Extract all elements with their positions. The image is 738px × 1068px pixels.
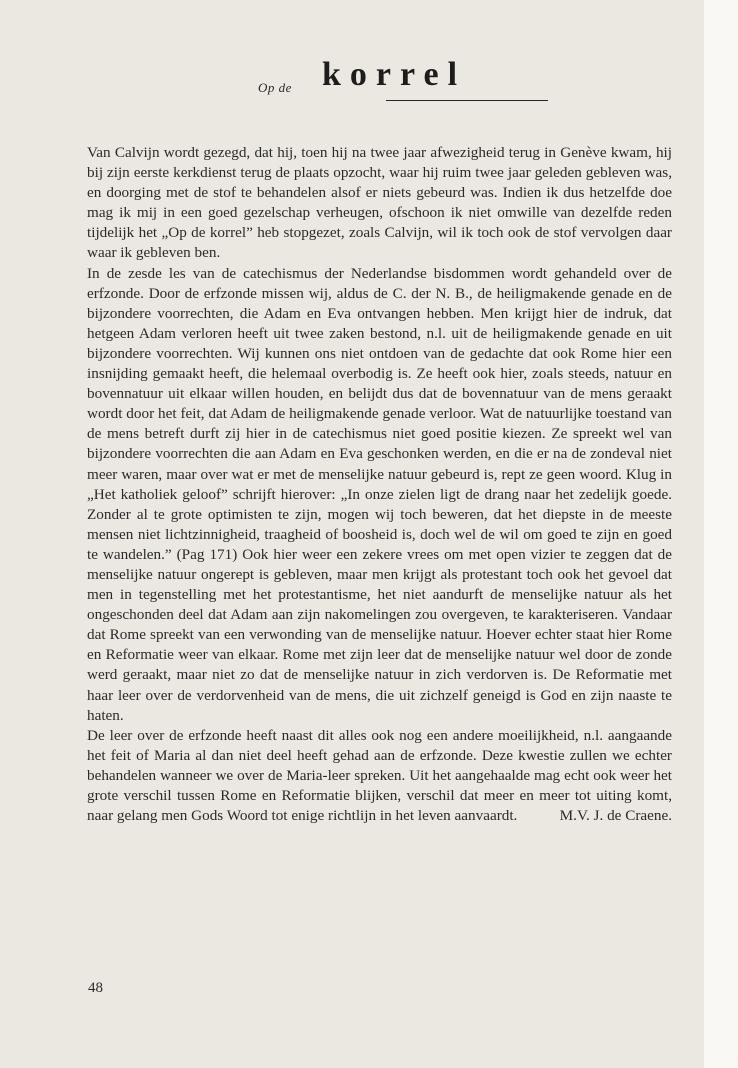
paragraph-3 <box>87 726 672 826</box>
page-margin <box>704 0 738 1068</box>
article-body <box>87 143 672 826</box>
author-signature: M.V. J. de Craene. <box>559 807 672 825</box>
paragraph-2: In de zesde les van de catechismus der Nederlandse bisdommen wordt gehandeld over de erfzonde. Door de erfzonde missen wij, aldus de C. der N. B., de heiligmakende genade en de bijzondere voorrechten, die Adam en Eva ontvangen hebben. Men krijgt hier de indruk, dat hetgeen Adam verloren heeft uit twee zaken bestond, n.l. uit de heiligmakende genade en uit bijzondere voorrechten. Wij kunnen ons niet ontdoen van de gedachte dat ook Rome hier een insnijding gemaakt heeft, die helemaal overbodig is. Ze heeft ook hier, zoals steeds, natuur en bovennatuur uit elkaar willen houden, en belijdt dus dat de bovennatuur van de mens geraakt wordt door het feit, dat Adam de heiligmakende genade verloor. Wat de natuurlijke toestand van de mens betreft durft zij hier in de catechismus niet goed positie kiezen. Ze spreekt wel van bijzondere voorrechten die aan Adam en Eva geschonken werden, en die er na de zondeval niet meer waren, maar over wat er met de menselijke natuur gebeurd is, rept ze geen woord. Klug in „Het katholiek geloof” schrijft hierover: „In onze zielen ligt de drang naar het zedelijk goede. Zonder al te grote optimisten te zijn, mogen wij toch beweren, dat het diepste in de meeste mensen niet lichtzinnigheid, traagheid of boosheid is, doch wel de wil om goed te zijn en goed te wandelen.” (Pag 171) Ook hier weer een zekere vrees om met open vizier te zeggen dat de menselijke natuur ongerept is gebleven, maar men krijgt als protestant toch ook het gevoel dat men in tegenstelling met het protestantisme, het niet aandurft de menselijke natuur als het ongeschonden deel dat Adam aan zijn nakomelingen zou overgeven, te karakteriseren. Vandaar dat Rome spreekt van een verwonding van de menselijke natuur. Hoever echter staat hier Rome en Reformatie weer van elkaar. Rome met zijn leer dat de menselijke natuur wel door de zonde werd geraakt, maar niet zo dat de menselijke natuur in zich verdorven is. De Reformatie met haar leer over de verdorvenheid van de mens, die uit zichzelf geneigd is God en zijn naaste te haten. <box>87 264 672 724</box>
heading-underline <box>386 100 548 101</box>
page-number: 48 <box>88 980 103 996</box>
heading-title: korrel <box>322 56 467 93</box>
heading-prefix: Op de <box>258 80 292 95</box>
paragraph-1: Van Calvijn wordt gezegd, dat hij, toen hij na twee jaar afwezigheid terug in Genève kwam, hij bij zijn eerste kerkdienst terug de plaats opzocht, waar hij ruim twee jaar geleden gebleven was, en doorging met de stof te behandelen alsof er niets gebeurd was. Indien ik dus hetzelfde doe mag ik mij in een goed gezelschap verheugen, ofschoon ik niet omwille van dezelfde reden tijdelijk het „Op de korrel” heb stopgezet, zoals Calvijn, wil ik toch ook de stof vervolgen daar waar ik gebleven ben. <box>87 144 672 262</box>
paragraph-3-text: De leer over de erfzonde heeft naast dit alles ook nog een andere moeilijkheid, n.l. aangaande het feit of Maria al dan niet deel heeft gehad aan de erfzonde. Deze kwestie zullen we echter behandelen wanneer we over de Maria-leer spreken. Uit het aangehaalde mag echt ook weer het grote verschil tussen Rome en Reformatie blijken, verschil dat meer en meer tot uiting komt, naar gelang men Gods Woord tot enige richtlijn in het leven aanvaardt. <box>87 726 672 825</box>
